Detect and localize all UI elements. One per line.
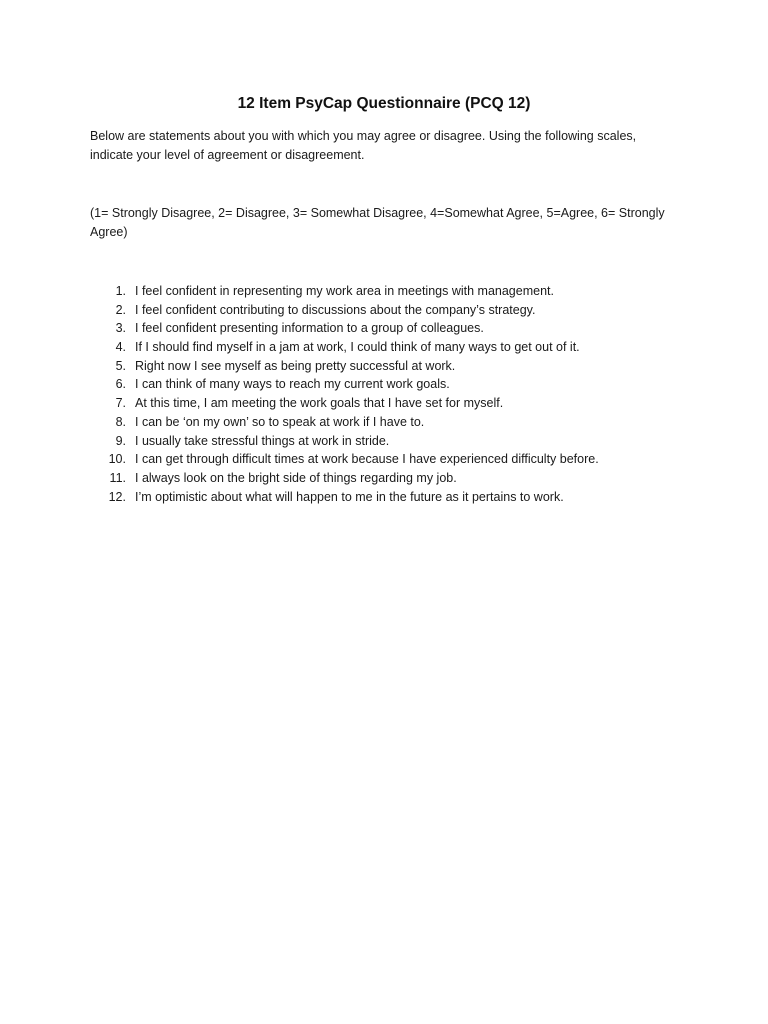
item-text: I feel confident in representing my work area in meetings with management. bbox=[135, 284, 554, 298]
scale-legend: (1= Strongly Disagree, 2= Disagree, 3= Somewhat Disagree, 4=Somewhat Agree, 5=Agree, 6= Strongly Agree) bbox=[90, 206, 665, 239]
intro-paragraph: Below are statements about you with which you may agree or disagree. Using the following scales, indicate your level of agreement or disagreement. bbox=[90, 129, 637, 162]
list-item bbox=[90, 357, 690, 376]
list-item bbox=[90, 301, 690, 320]
item-text: I can be ‘on my own’ so to speak at work if I have to. bbox=[135, 414, 425, 429]
item-number: 6. bbox=[115, 377, 126, 392]
item-number: 2. bbox=[115, 302, 126, 317]
item-text: I feel confident contributing to discussions about the company’s strategy. bbox=[135, 302, 536, 317]
list-item bbox=[90, 375, 690, 394]
item-number: 11. bbox=[109, 470, 126, 485]
item-text: I can get through difficult times at work because I have experienced difficulty before. bbox=[135, 452, 599, 467]
item-text: I can think of many ways to reach my current work goals. bbox=[135, 377, 450, 392]
item-number: 8. bbox=[115, 414, 126, 429]
list-item bbox=[90, 450, 690, 469]
item-text: At this time, I am meeting the work goals that I have set for myself. bbox=[135, 396, 504, 411]
list-item bbox=[90, 319, 690, 338]
list-item bbox=[90, 282, 690, 301]
item-text: I feel confident presenting information to a group of colleagues. bbox=[135, 321, 484, 336]
item-number: 7. bbox=[115, 396, 126, 411]
item-number: 1. bbox=[115, 284, 126, 298]
item-text: Right now I see myself as being pretty successful at work. bbox=[135, 358, 456, 373]
item-number: 3. bbox=[115, 321, 126, 336]
item-number: 4. bbox=[115, 340, 126, 355]
item-number: 9. bbox=[115, 433, 126, 448]
item-text: If I should find myself in a jam at work, I could think of many ways to get out of it. bbox=[135, 340, 580, 355]
item-number: 12. bbox=[108, 489, 126, 504]
list-item bbox=[90, 338, 690, 357]
page-title: 12 Item PsyCap Questionnaire (PCQ 12) bbox=[237, 95, 531, 112]
item-number: 5. bbox=[115, 358, 126, 373]
list-item bbox=[90, 469, 690, 488]
list-item bbox=[90, 413, 690, 432]
list-item bbox=[90, 432, 690, 451]
item-text: I always look on the bright side of things regarding my job. bbox=[135, 470, 457, 485]
list-item bbox=[90, 488, 690, 507]
item-number: 10. bbox=[108, 452, 126, 467]
questionnaire-list bbox=[90, 282, 690, 506]
item-text: I usually take stressful things at work in stride. bbox=[135, 433, 390, 448]
list-item bbox=[90, 394, 690, 413]
item-text: I’m optimistic about what will happen to me in the future as it pertains to work. bbox=[135, 489, 564, 504]
